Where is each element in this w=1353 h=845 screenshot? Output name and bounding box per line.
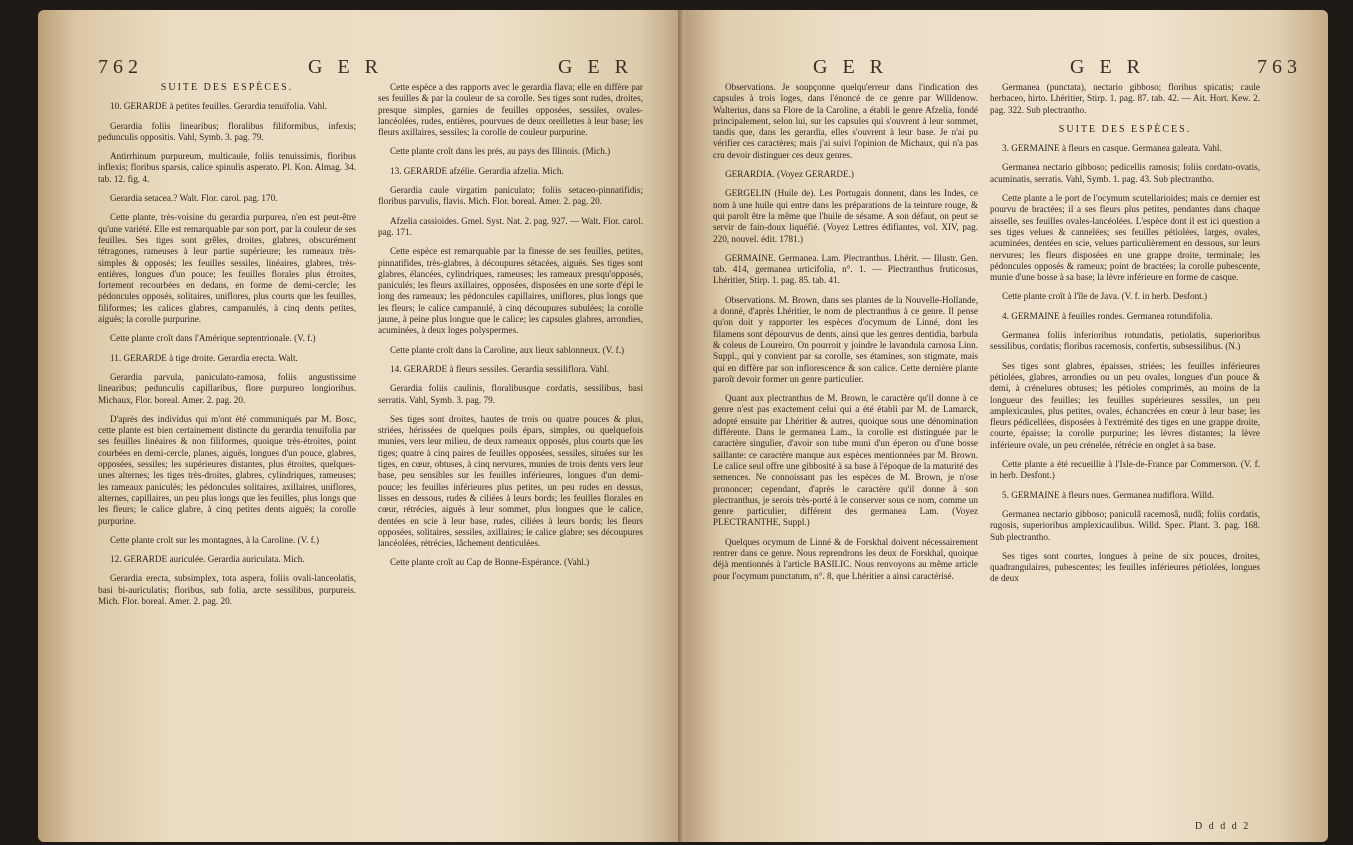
running-head-right-2: G E R [1070, 56, 1145, 78]
text-paragraph: Ses tiges sont droites, hautes de trois ou quatre pouces & plus, striées, hérissées de quelques poils épars, simples, ou quelquefois munies, vers leur milieu, de deux rameaux opposés, plus courts que les tiges; quatre à cinq paires de feuilles opposées, sessiles, situées sur les tiges, en cœur, obtuses, à cinq nervures, munies de trois dents vers leur base, peu sensibles sur les feuilles inférieures, longues d'un demi-pouce; les feuilles inférieures plus petites, un peu rudes en dessus, lisses en dessous, rudes & ciliées à leurs bords; les feuilles florales en cœur, rétrécies, aiguës à leur sommet, plus longues que le calice, dentées en scie à leur base, rudes, ciliées à leurs bords; les fleurs opposées, solitaires, sessiles, axillaires; le calice glabre; ses découpures lancéolées, rétrécies, lâchement denticulées. [378, 413, 643, 549]
text-paragraph: Ses tiges sont courtes, longues à peine de six pouces, droites, quadrangulaires, pubescentes; les feuilles inférieures pétiolées, longues de deux [990, 550, 1260, 584]
text-paragraph: 14. GERARDE à fleurs sessiles. Gerardia sessiliflora. Vahl. [390, 363, 610, 374]
text-paragraph: Ses tiges sont glabres, épaisses, striées; les feuilles inférieures pétiolées, glabres, arrondies ou un peu ovales, longues d'un pouce & demi, à crénelures obtuses; les pétioles comprimés, au moins de la longueur des feuilles; les feuilles supérieures sessiles, un peu amplexicaules, plus petites, ovales, échancrées en cœur à leur base; les fleurs pédicellées, disposées à l'extrémité des tiges en une grappe droite, courte, épaisse; la corolle purpurine; les lèvres distantes; la lèvre inférieure ovale, un peu crénelée, rétrécie en onglet à sa base. [990, 360, 1260, 450]
text-paragraph: 13. GERARDE afzélie. Gerardia afzelia. Mich. [390, 165, 564, 176]
text-paragraph: Cette plante, très-voisine du gerardia purpurea, n'en est peut-être qu'une variété. Elle est remarquable par son port, par la couleur de ses feuilles. Ses tiges sont grêles, droites, glabres, obscurément tétragones, rameuses à leur partie supérieure; les rameaux très-simples & opposés; les feuilles sessiles, linéaires, glabres, très-entières, longues d'un pouce; les feuilles florales plus étroites, fortement recourbées en dedans, en forme de demi-cercle; les pédoncules opposés, solitaires, uniflores, plus courts que les feuilles, filiformes; les calices glabres, campanulés, à cinq dents petites, aiguës; la corolle purpurine. [98, 212, 356, 325]
text-paragraph: Gerardia erecta, subsimplex, tota aspera, foliis ovali-lanceolatis, basi bi-auriculatis; floribus, sub folia, arcte sessilibus, purpureis. Mich. Flor. boreal. Amer. 2. pag. 20. [98, 573, 356, 606]
running-head-left-1: G E R [308, 56, 383, 78]
signature-mark: D d d d 2 [1195, 821, 1251, 832]
text-paragraph: Cette plante croît à l'île de Java. (V. f. in herb. Desfont.) [1002, 291, 1208, 302]
text-paragraph: 11. GERARDE à tige droite. Gerardia erecta. Walt. [110, 352, 298, 363]
text-paragraph: 12. GERARDE auriculée. Gerardia auriculata. Mich. [110, 554, 305, 565]
text-paragraph: Germanea (punctata), nectario gibboso; floribus spicatis; caule herbaceo, hirto. Lhéritier, Stirp. 1. pag. 87. tab. 42. — Ait. Hort. Kew. 2. pag. 322. Sub plectrantho. [990, 82, 1260, 115]
text-paragraph: GERARDIA. (Voyez GERARDE.) [725, 169, 854, 180]
text-paragraph: Afzelia cassioides. Gmel. Syst. Nat. 2. pag. 927. — Walt. Flor. carol. pag. 171. [378, 215, 643, 237]
text-paragraph: 4. GERMAINE à feuilles rondes. Germanea rotundifolia. [1002, 310, 1213, 321]
text-paragraph: GERGELIN (Huile de). Les Portugais donnent, dans les Indes, ce nom à une huile qui entre dans les préparations de la teinture rouge, & qui paroît être la même que l'huile de sésame. A son défaut, on peut se servir de fain-doux liquéfié. (Voyez Lettres édifiantes, vol. XIV, pag. 220, nouvel. édit. 1781.) [713, 188, 978, 244]
text-paragraph: Germanea foliis inferioribus rotundatis, petiolatis, superioribus sessilibus, cordatis; floribus racemosis, confertis, subsessilibus. (N.) [990, 330, 1260, 352]
text-paragraph: Cette plante a été recueillie à l'Isle-de-France par Commerson. (V. f. in herb. Desfont.) [990, 459, 1260, 481]
text-paragraph: Cette plante a le port de l'ocymum scutellarioides; mais ce dernier est pourvu de bractées; il a ses fleurs plus petites, pendantes dans chaque aisselle, ses feuilles ovales-lancéolées. L'espèce dont il est ici question a ses tiges velues & cannelées; ses feuilles pétiolées, larges, ovales, acuminées, dentées en scie, velues particulièrement en dessous, sur leurs nervures; les fleurs disposées en une grappe droite, terminale; les pédoncules opposés & rameux; point de bractées; la corolle pubescente, munie d'une bosse à sa base; la lèvre inférieure en forme de casque. [990, 193, 1260, 283]
text-paragraph: Cette plante croît au Cap de Bonne-Espérance. (Vahl.) [390, 557, 590, 568]
text-paragraph: Gerardia parvula, paniculato-ramosa, foliis angustissime linearibus; pedunculis capillaribus, flore purpureo longioribus. Michaux, Flor. boreal. Amer. 2. pag. 20. [98, 371, 356, 405]
text-paragraph: Gerardia foliis caulinis, floralibusque cordatis, sessilibus, basi serratis. Vahl, Symb. 3. pag. 79. [378, 383, 643, 405]
text-paragraph: Gerardia caule virgatim paniculato; foliis setaceo-pinnatifidis; floribus parvulis, flavis. Mich. Flor. boreal. Amer. 2. pag. 20. [378, 185, 643, 207]
text-paragraph: Quant aux plectranthus de M. Brown, le caractère qu'il donne à ce genre n'est pas exactement celui qui a été établi par M. de Lamarck, adopté ensuite par Lhéritier & autres, quoique sous une dénomination différente. Dans le germanea Lam., la corolle est distinguée par le caractère singulier, d'avoir son tube muni d'un éperon ou d'une bosse saillante: ce caractère manque aux espèces mentionnées par M. Brown. Le calice seul offre une gibbosité à sa base à l'époque de la maturité des semences. Ne connoissant pas les espèces de M. Brown, je n'ose prononcer; cependant, d'après le caractère qu'il donne à son plectranthus, je serois très-porté à le conserver sous ce nom, comme un genre particulier, différent des germanea Lam. (Voyez PLECTRANTHE, Suppl.) [713, 393, 978, 528]
text-paragraph: SUITE DES ESPÈCES. [160, 82, 294, 93]
right-column-1 [713, 82, 978, 590]
text-paragraph: Observations. Je soupçonne quelqu'erreur dans l'indication des capsules à trois loges, dans l'énoncé de ce genre par Willdenow. Walterius, dans sa Flore de la Caroline, a établi le genre Afzelia, fondé principalement, selon lui, sur les capsules qui s'ouvrent à leur sommet, tandis que, dans les gerardia, elles s'ouvrent à leur base. Je n'ai pu vérifier ces caractères; mais j'ai suivi l'opinion de Michaux, qui n'a pas cru devoir distinguer ces deux genres. [713, 82, 978, 160]
text-paragraph: Gerardia foliis linearibus; floralibus filiformibus, infexis; pedunculis oppositis. Vahl, Symb. 3. pag. 79. [98, 120, 356, 142]
text-paragraph: 3. GERMAINE à fleurs en casque. Germanea galeata. Vahl. [1002, 143, 1222, 154]
text-paragraph: Cette plante croît sur les montagnes, à la Caroline. (V. f.) [110, 534, 320, 545]
right-page [685, 10, 1328, 842]
text-paragraph: Gerardia setacea.? Walt. Flor. carol. pag. 170. [110, 193, 278, 204]
text-paragraph: Cette espèce a des rapports avec le gerardia flava; elle en diffère par ses feuilles & par la couleur de sa corolle. Ses tiges sont rudes, droites, presque simples, garnies de feuilles opposées, sessiles, ovales-lancéolées, rudes, entières, pourvues de deux oreillettes à leur base; les fleurs axillaires, sessiles; la corolle de couleur purpurine. [378, 82, 643, 138]
left-column-1 [98, 82, 356, 615]
text-paragraph: Cette plante croît dans la Caroline, aux lieux sablonneux. (V. f.) [390, 344, 625, 355]
text-paragraph: GERMAINE. Germanea. Lam. Plectranthus. Lhérit. — Illustr. Gen. tab. 414, germanea urticifolia, n°. 1. — Plectranthus fruticosus, Lhéritier, Stirp. 1. pag. 85. tab. 41. [713, 252, 978, 286]
text-paragraph: Germanea nectario gibboso; pedicellis ramosis; foliis cordato-ovatis, acuminatis, serratis. Vahl, Symb. 1. pag. 43. Sub plectrantho. [990, 162, 1260, 184]
running-head-right-1: G E R [813, 56, 888, 78]
text-paragraph: Cette espèce est remarquable par la finesse de ses feuilles, petites, pinnatifides, très-glabres, à découpures sétacées, aiguës. Ses tiges sont glabres, élancées, cylindriques, rameuses; les rameaux presqu'opposés, paniculés; les fleurs axillaires, opposées, disposées en une sorte d'épi le long des rameaux; les pédoncules capillaires, uniflores, plus longs que les fleurs; le calice campanulé, à cinq découpures subulées; la corolle jaune, à peine plus longue que le calice; les capsules glabres, arrondies, acuminées, à deux loges polyspermes. [378, 246, 643, 336]
text-paragraph: Cette plante croît dans les prés, au pays des Illinois. (Mich.) [390, 146, 611, 157]
text-paragraph: Antirrhinum purpureum, multicaule, foliis tenuissimis, floribus inflexis; floribus sparsis, calice spinulis asperato. Pl. Kon. Almag. 34. tab. 12. fig. 4. [98, 151, 356, 184]
text-paragraph: 5. GERMAINE à fleurs nues. Germanea nudiflora. Willd. [1002, 489, 1214, 500]
page-number-right: 763 [1257, 56, 1302, 78]
left-column-2 [378, 82, 643, 577]
text-paragraph: SUITE DES ESPÈCES. [1058, 123, 1192, 135]
text-paragraph: Cette plante croît dans l'Amérique septentrionale. (V. f.) [110, 333, 316, 344]
text-paragraph: D'après des individus qui m'ont été communiqués par M. Bosc, cette plante est bien certainement distincte du gerardia tenuifolia par ses feuilles linéaires & non filiformes, quoique très-étroites, point courbées en demi-cercle, planes, aiguës, longues d'un pouce, glabres, opposées, sessiles; les supérieures distantes, plus étroites, quelques-unes alternes; les tiges très-droites, glabres, cylindriques, rameuses; les rameaux paniculés; les pédoncules solitaires, axillaires, uniflores, alternes, capillaires, un peu plus longs que les feuilles, plus longs que les fleurs; le calice glabre, à cinq petites dents aiguës; la corolle purpurine. [98, 413, 356, 526]
right-column-2 [990, 82, 1260, 593]
text-paragraph: Observations. M. Brown, dans ses plantes de la Nouvelle-Hollande, a donné, d'après Lhéritier, le nom de plectranthus à ce genre. Il pense qu'on doit y rapporter les espèces d'ocymum de Linné, dont les filamens sont dépourvus de dents, ainsi que les genres dentidia, barbula & coleus de Loureiro. On pourroit y joindre le lavandula carnosa Linn. Suppl., qui y convient par sa corolle, ses étamines, son stigmate, mais qui en diffère par son inflorescence & son calice. Cette dernière plante paroît devoir former un genre particulier. [713, 294, 978, 384]
open-book [38, 10, 1328, 842]
text-paragraph: Quelques ocymum de Linné & de Forskhal doivent nécessairement rentrer dans ce genre. Nous reprendrons les deux de Forskhal, quoique déjà mentionnés à l'article BASILIC. Nous renvoyons au même article pour l'ocymum punctatum, n°. 8, que Lhéritier a ainsi caractérisé. [713, 536, 978, 581]
text-paragraph: Germanea nectario gibboso; paniculâ racemosâ, nudâ; foliis cordatis, rugosis, superioribus amplexicaulibus. Willd. Spec. Plant. 3. pag. 168. Sub plectrantho. [990, 508, 1260, 542]
text-paragraph: 10. GERARDE à petites feuilles. Gerardia tenuifolia. Vahl. [110, 101, 327, 112]
running-head-left-2: G E R [558, 56, 633, 78]
page-number-left: 762 [98, 56, 143, 78]
left-page [38, 10, 685, 842]
